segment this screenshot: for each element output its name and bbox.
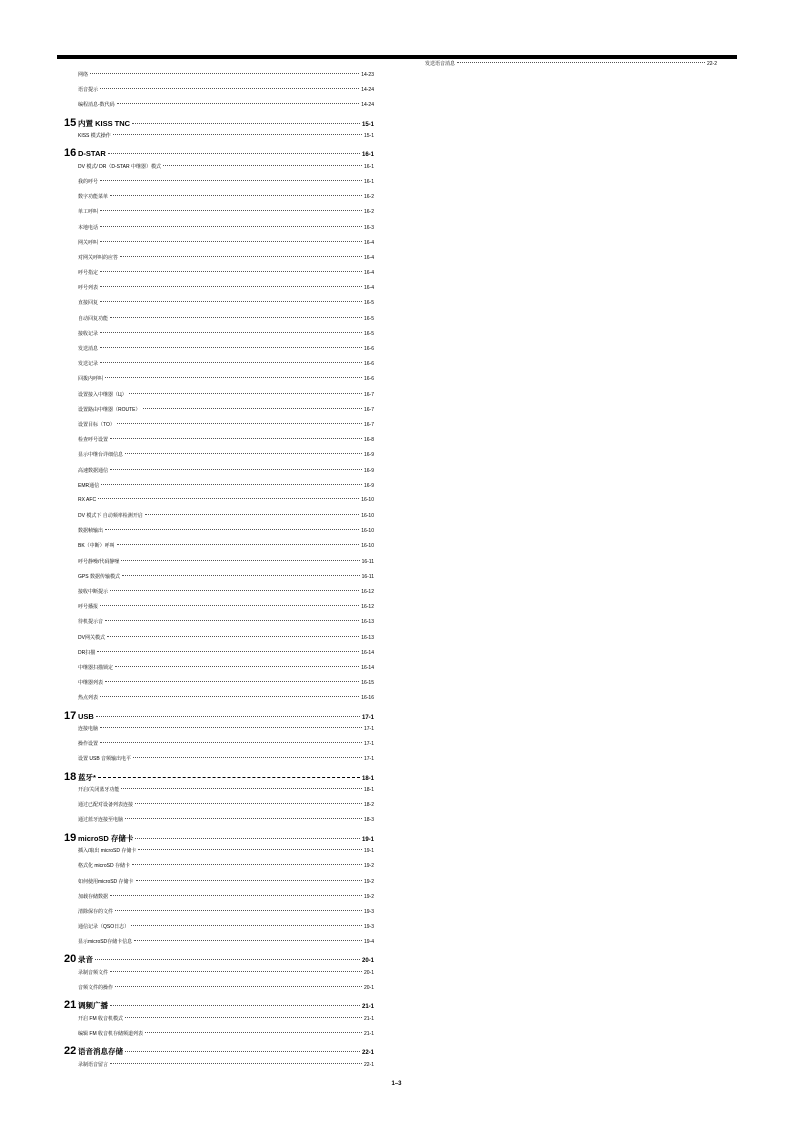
page-ref: 18-3 — [363, 817, 374, 824]
entry-title: 设置目标（TO） — [78, 421, 115, 428]
dot-leader — [133, 757, 362, 758]
dot-leader — [132, 123, 360, 124]
toc-entry-row — [64, 558, 374, 573]
page-ref: 17-1 — [363, 741, 374, 748]
entry-title: 显示中继台详细信息 — [78, 452, 124, 459]
toc-entry-row — [64, 740, 374, 755]
toc-entry-row — [64, 421, 374, 436]
toc-entry-row — [64, 786, 374, 801]
dot-leader — [122, 575, 360, 576]
entry-title: 音频文件的操作 — [78, 985, 114, 992]
page-ref: 16-6 — [363, 346, 374, 352]
page-ref: 14-24 — [361, 102, 374, 109]
dot-leader — [457, 62, 705, 63]
toc-entry-row — [64, 588, 374, 603]
dot-leader — [163, 165, 362, 166]
dot-leader — [100, 286, 362, 287]
toc-entry-row — [64, 725, 374, 740]
toc-entry-row — [64, 132, 374, 147]
entry-title: 录制音频文件 — [78, 969, 109, 976]
toc-entry-row — [64, 542, 374, 557]
page-ref: 16-4 — [363, 285, 374, 292]
dot-leader — [100, 88, 359, 89]
chapter-number: 20 — [64, 953, 77, 966]
page-ref: 16-7 — [363, 421, 374, 428]
entry-title: 设置 USB 音频输出电平 — [78, 756, 132, 763]
chapter-number: 19 — [64, 831, 77, 844]
chapter-number: 18 — [64, 770, 77, 783]
chapter-number: 16 — [64, 147, 77, 160]
dot-leader — [110, 971, 362, 972]
toc-entry-row — [64, 847, 374, 862]
toc-entry-row — [64, 391, 374, 406]
page-ref: 16-6 — [363, 376, 374, 383]
entry-title: 编程消息-数代码 — [78, 102, 115, 109]
dot-leader — [110, 1005, 360, 1006]
dot-leader — [143, 408, 362, 409]
dot-leader — [110, 317, 362, 318]
toc-entry-row — [64, 299, 374, 314]
page-ref: 14-23 — [361, 72, 374, 78]
toc-entry-row — [64, 969, 374, 984]
dot-leader — [100, 271, 362, 272]
dot-leader — [100, 347, 362, 348]
chapter-title: 内置 KISS TNC — [78, 118, 131, 128]
page-ref: 16-14 — [361, 649, 374, 656]
dot-leader — [100, 226, 362, 227]
dot-leader — [125, 1051, 360, 1052]
toc-entry-row — [64, 224, 374, 239]
page-ref: 16-1 — [363, 178, 374, 185]
page-ref: 16-2 — [363, 209, 374, 216]
entry-title: 数字功能菜单 — [78, 194, 109, 201]
dot-leader — [117, 544, 360, 545]
page-ref: 19-1 — [361, 836, 374, 843]
page-ref: 16-9 — [363, 467, 374, 474]
entry-title: 直接回复 — [78, 300, 99, 307]
entry-title: 接收中断提示 — [78, 589, 109, 595]
dot-leader — [110, 590, 359, 591]
toc-entry-row — [64, 664, 374, 679]
page-ref: 16-13 — [361, 619, 374, 626]
entry-title: DV 模式/ DR（D-STAR 中继器）模式 — [78, 163, 161, 170]
toc-entry-row — [64, 497, 374, 512]
dot-leader — [132, 864, 362, 865]
page-ref: 16-1 — [361, 152, 374, 159]
toc-entry-row — [64, 254, 374, 269]
page-ref: 16-5 — [363, 330, 374, 337]
entry-title: 接收记录 — [78, 330, 99, 337]
page-ref: 16-14 — [361, 664, 374, 671]
toc-entry-row — [64, 603, 374, 618]
entry-title: 发送消息 — [78, 346, 99, 352]
dot-leader — [98, 777, 360, 778]
toc-chapter-row — [64, 999, 374, 1015]
entry-title: 中继器列表 — [78, 680, 104, 687]
toc-entry-row — [64, 163, 374, 178]
page-ref: 21-1 — [363, 1015, 374, 1022]
dot-leader — [110, 469, 362, 470]
dot-leader — [100, 742, 362, 743]
toc-entry-row — [64, 101, 374, 116]
toc-entry-row — [64, 375, 374, 390]
dot-leader — [113, 134, 362, 135]
dot-leader — [110, 1063, 362, 1064]
entry-title: RX AFC — [78, 496, 97, 503]
page-ref: 16-12 — [361, 604, 374, 611]
page-ref: 16-11 — [361, 573, 374, 580]
entry-title: 呼号静噪/代码静噪 — [78, 558, 120, 565]
dot-leader — [97, 651, 359, 652]
page-ref: 16-4 — [363, 254, 374, 261]
page-ref: 20-1 — [363, 985, 374, 992]
toc-entry-row — [64, 345, 374, 360]
toc-entry-row — [64, 893, 374, 908]
dot-leader — [117, 103, 360, 104]
entry-title: 高速数据通信 — [78, 467, 109, 474]
entry-title: 检查呼号设置 — [78, 437, 109, 444]
page-ref: 20-1 — [361, 958, 374, 965]
entry-title: 通过已配对设备列表连接 — [78, 802, 134, 809]
toc-entry-row — [64, 193, 374, 208]
toc-entry-row — [64, 406, 374, 421]
page-ref: 16-11 — [361, 558, 374, 565]
page-ref: 15-1 — [361, 121, 374, 128]
dot-leader — [115, 986, 362, 987]
page-ref: 16-2 — [363, 194, 374, 201]
toc-entry-row — [64, 573, 374, 588]
entry-title: 连接电脑 — [78, 726, 99, 732]
toc-entry-row — [64, 1015, 374, 1030]
dot-leader — [105, 620, 359, 621]
dot-leader — [115, 910, 362, 911]
page-ref: 16-5 — [363, 315, 374, 322]
toc-entry-row — [64, 816, 374, 831]
toc-entry-row — [64, 801, 374, 816]
dot-leader — [145, 514, 359, 515]
dot-leader — [125, 818, 362, 819]
page-ref: 17-1 — [361, 714, 374, 721]
chapter-title: D-STAR — [78, 149, 106, 159]
page-ref: 20-1 — [363, 969, 374, 976]
page-ref: 22-2 — [706, 61, 717, 67]
toc-chapter-row — [64, 953, 374, 969]
page-ref: 16-16 — [361, 695, 374, 702]
toc-chapter-row — [64, 832, 374, 848]
dot-leader — [110, 438, 362, 439]
toc-chapter-row — [64, 147, 374, 163]
dot-leader — [135, 838, 360, 839]
toc-entry-row — [64, 649, 374, 664]
page-ref: 16-7 — [363, 406, 374, 413]
dot-leader — [100, 696, 359, 697]
entry-title: 本地电话 — [78, 224, 99, 231]
entry-title: 数据帧输出 — [78, 528, 104, 535]
toc-entry-row — [64, 634, 374, 649]
entry-title: 设置接入中继器（Ц） — [78, 391, 127, 398]
toc-entry-row — [64, 269, 374, 284]
entry-title: 我的呼号 — [78, 178, 99, 185]
page-ref: 19-2 — [363, 893, 374, 900]
dot-leader — [134, 940, 362, 941]
dot-leader — [100, 301, 362, 302]
entry-title: 网络 — [78, 72, 89, 78]
dot-leader — [105, 529, 359, 530]
chapter-number: 15 — [64, 116, 77, 129]
dot-leader — [105, 377, 362, 378]
entry-title: DV 模式下 自动频率检测开启 — [78, 513, 143, 520]
page-ref: 19-2 — [363, 878, 374, 885]
toc-entry-row — [64, 178, 374, 193]
toc-entry-row — [64, 467, 374, 482]
chapter-title: USB — [78, 711, 94, 721]
dot-leader — [98, 498, 359, 499]
page-ref: 16-10 — [361, 496, 374, 503]
dot-leader — [110, 895, 362, 896]
entry-title: EMR通信 — [78, 482, 100, 489]
toc-entry-row — [64, 284, 374, 299]
toc-chapter-row — [64, 771, 374, 787]
page-ref: 15-1 — [363, 133, 374, 140]
entry-title: 插入/取出 microSD 存储卡 — [78, 848, 137, 855]
dot-leader — [129, 393, 362, 394]
page-ref: 17-1 — [363, 726, 374, 732]
toc-chapter-row — [64, 1045, 374, 1061]
toc-entry-row — [64, 239, 374, 254]
entry-title: 通过蓝牙连接至电脑 — [78, 817, 124, 824]
toc-chapter-row — [64, 117, 374, 133]
toc-entry-row — [64, 482, 374, 497]
entry-title: 格式化 microSD 存储卡 — [78, 863, 130, 870]
toc-left-column — [64, 71, 374, 1076]
page-ref: 22-1 — [361, 1050, 374, 1057]
toc-entry-row — [64, 71, 374, 86]
toc-entry-row — [64, 984, 374, 999]
entry-title: 通信记录（QSO日志） — [78, 924, 130, 931]
toc-entry-row — [64, 330, 374, 345]
toc-entry-row — [64, 923, 374, 938]
dot-leader — [108, 153, 360, 154]
toc-entry-row — [64, 208, 374, 223]
toc-entry-row — [64, 512, 374, 527]
entry-title: 呼号播报 — [78, 604, 99, 611]
page-ref: 16-5 — [363, 300, 374, 307]
entry-title: 发送记录 — [78, 361, 99, 368]
entry-title: 清除保存的文件 — [78, 908, 114, 915]
dot-leader — [131, 925, 362, 926]
dot-leader — [136, 880, 362, 881]
entry-title: KISS 模式操作 — [78, 133, 111, 140]
page-ref: 16-15 — [361, 680, 374, 687]
entry-title: 对网关呼叫的应答 — [78, 254, 119, 261]
chapter-number: 22 — [64, 1045, 77, 1058]
toc-entry-row — [64, 315, 374, 330]
page-ref: 16-10 — [361, 543, 374, 550]
page-ref: 16-7 — [363, 391, 374, 398]
toc-right-column — [425, 60, 717, 68]
toc-entry-row — [64, 360, 374, 375]
page-ref: 18-2 — [363, 802, 374, 809]
entry-title: 编辑 FM 收音机存储频道列表 — [78, 1031, 143, 1037]
toc-entry-row — [425, 60, 717, 68]
page-ref: 16-4 — [363, 270, 374, 277]
entry-title: 单工呼叫 — [78, 209, 99, 216]
entry-title: 呼号指定 — [78, 270, 99, 277]
toc-entry-row — [64, 86, 374, 101]
dot-leader — [105, 681, 359, 682]
toc-entry-row — [64, 755, 374, 770]
page-ref: 16-4 — [363, 239, 374, 246]
dot-leader — [120, 256, 362, 257]
toc-entry-row — [64, 1061, 374, 1076]
chapter-title: 录音 — [78, 955, 93, 965]
dot-leader — [121, 560, 359, 561]
dot-leader — [100, 362, 362, 363]
toc-entry-row — [64, 436, 374, 451]
dot-leader — [125, 453, 362, 454]
entry-title: 开启 FM 收音机模式 — [78, 1015, 123, 1022]
page-ref: 19-4 — [363, 939, 374, 946]
entry-title: 操作设置 — [78, 741, 99, 748]
entry-title: 语音提示 — [78, 87, 99, 94]
toc-entry-row — [64, 679, 374, 694]
page-ref: 14-24 — [361, 87, 374, 94]
page-ref: 16-10 — [361, 513, 374, 520]
dot-leader — [100, 727, 362, 728]
dot-leader — [138, 849, 362, 850]
dot-leader — [101, 484, 362, 485]
chapter-title: 调频广播 — [78, 1001, 108, 1011]
dot-leader — [125, 1017, 362, 1018]
entry-title: 发送语音消息 — [425, 61, 456, 67]
page-ref: 16-9 — [363, 482, 374, 489]
entry-title: 中继器扫描锁定 — [78, 664, 114, 671]
dot-leader — [121, 788, 362, 789]
chapter-title: 蓝牙* — [78, 772, 96, 782]
page-ref: 21-1 — [363, 1031, 374, 1037]
dot-leader — [100, 605, 359, 606]
page-ref: 16-3 — [363, 224, 374, 231]
entry-title: 录制语音留言 — [78, 1061, 109, 1068]
entry-title: 待机提示音 — [78, 619, 104, 626]
dot-leader — [100, 332, 362, 333]
page-ref: 18-1 — [361, 775, 374, 782]
page-ref: 16-6 — [363, 361, 374, 368]
page-ref: 16-1 — [363, 163, 374, 170]
entry-title: 设置路由中继器（ROUTE） — [78, 406, 141, 413]
page-ref: 18-1 — [363, 787, 374, 794]
toc-entry-row — [64, 862, 374, 877]
entry-title: 热点列表 — [78, 695, 99, 702]
dot-leader — [95, 959, 360, 960]
page-number: 1–3 — [391, 1081, 402, 1087]
entry-title: 显示microSD存储卡信息 — [78, 939, 133, 946]
entry-title: DV网关模式 — [78, 634, 105, 641]
entry-title: 自动回复功能 — [78, 315, 109, 322]
dot-leader — [100, 180, 362, 181]
dot-leader — [145, 1032, 362, 1033]
page-ref: 17-1 — [363, 756, 374, 763]
toc-entry-row — [64, 938, 374, 953]
entry-title: 呼号列表 — [78, 285, 99, 292]
entry-title: BK（中断）呼叫 — [78, 543, 115, 550]
dot-leader — [115, 666, 359, 667]
entry-title: 开启/关闭蓝牙功能 — [78, 787, 120, 794]
page-ref: 16-13 — [361, 634, 374, 641]
dot-leader — [110, 195, 362, 196]
toc-entry-row — [64, 451, 374, 466]
dot-leader — [96, 716, 360, 717]
dot-leader — [135, 803, 362, 804]
toc-entry-row — [64, 908, 374, 923]
page-ref: 16-12 — [361, 589, 374, 595]
entry-title: 加载存储数据 — [78, 893, 109, 900]
dot-leader — [100, 241, 362, 242]
page-ref: 22-1 — [363, 1061, 374, 1068]
header-rule — [57, 55, 737, 59]
toc-entry-row — [64, 527, 374, 542]
page-ref: 16-10 — [361, 528, 374, 535]
toc-entry-row — [64, 694, 374, 709]
page-ref: 19-2 — [363, 863, 374, 870]
chapter-number: 17 — [64, 709, 77, 722]
dot-leader — [107, 636, 359, 637]
page-ref: 16-9 — [363, 452, 374, 459]
toc-entry-row — [64, 1030, 374, 1045]
entry-title: 回拨内呼叫 — [78, 376, 104, 383]
chapter-title: 语音消息存储 — [78, 1047, 123, 1057]
chapter-title: microSD 存储卡 — [78, 833, 134, 843]
toc-chapter-row — [64, 710, 374, 726]
entry-title: 网关呼叫 — [78, 239, 99, 246]
dot-leader — [100, 210, 362, 211]
page-ref: 19-3 — [363, 924, 374, 931]
dot-leader — [117, 423, 362, 424]
toc-entry-row — [64, 618, 374, 633]
entry-title: 如何使用microSD 存储卡 — [78, 878, 134, 885]
entry-title: GPS 数据传输模式 — [78, 573, 120, 580]
page-ref: 19-3 — [363, 908, 374, 915]
page-ref: 21-1 — [361, 1004, 374, 1011]
entry-title: DR扫描 — [78, 649, 96, 656]
toc-entry-row — [64, 878, 374, 893]
chapter-number: 21 — [64, 999, 77, 1012]
dot-leader — [90, 73, 359, 74]
page-ref: 16-8 — [363, 437, 374, 444]
page-ref: 19-1 — [363, 848, 374, 855]
